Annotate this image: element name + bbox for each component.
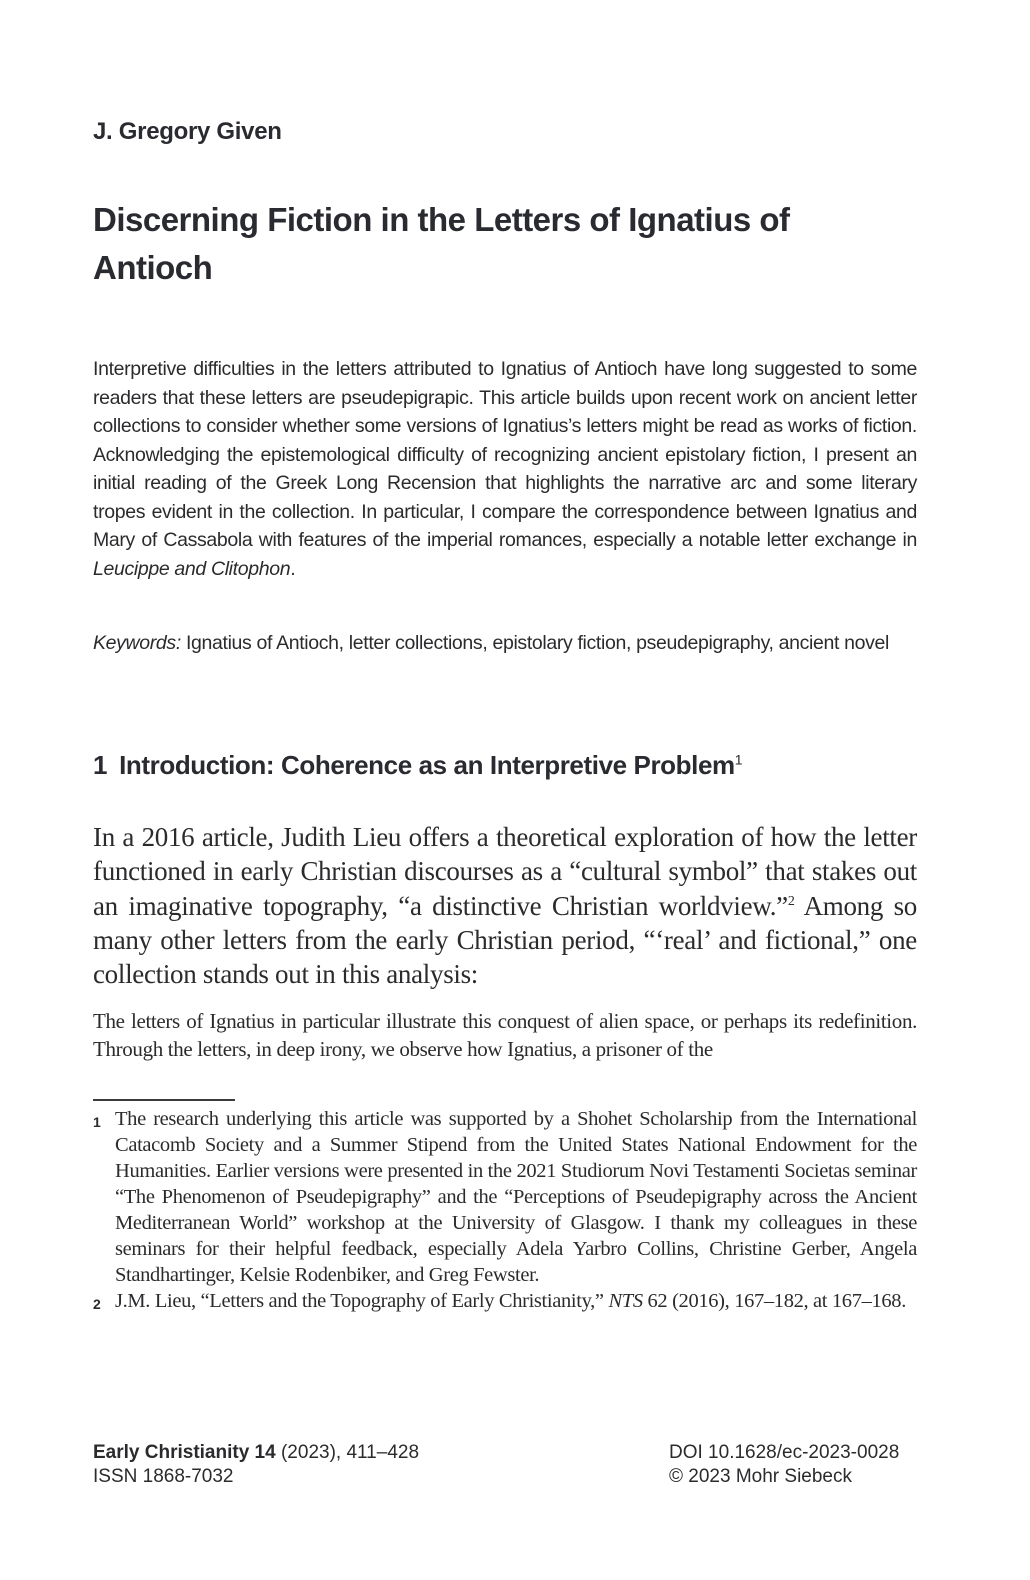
article-title: Discerning Fiction in the Letters of Ignatius of Antioch [93, 201, 790, 286]
footer-journal-info [93, 1441, 419, 1489]
footnote-text-after: 62 (2016), 167–182, at 167–168. [642, 1290, 906, 1312]
footnote-text [115, 1288, 917, 1317]
footnote-text-before: J.M. Lieu, “Letters and the Topography of Early Christianity,” [115, 1290, 609, 1312]
abstract-text: Interpretive difficulties in the letters attributed to Ignatius of Antioch have long suggested to some readers that these letters are pseudepigrapic. This article builds upon recent work on ancient letter collections to consider whether some versions of Ignatius’s letters might be read as works of fiction. Acknowledging the epistemological difficulty of recognizing ancient epistolary fiction, I present an initial reading of the Greek Long Recension that highlights the narrative arc and some literary tropes evident in the collection. In particular, I compare the correspondence between Ignatius and Mary of Cassabola with features of the imperial romances, especially a notable letter exchange in [93, 358, 917, 551]
journal-abbrev: NTS [608, 1290, 643, 1312]
footnote-number: 2 [93, 1296, 101, 1312]
journal-name: Early Christianity 14 [93, 1442, 276, 1463]
issn: ISSN 1868-7032 [93, 1466, 234, 1487]
keywords [93, 629, 917, 658]
keywords-label: Keywords: [93, 632, 181, 654]
copyright: © 2023 Mohr Siebeck [669, 1466, 852, 1487]
section-number: 1 [93, 750, 108, 780]
footnotes [93, 1106, 917, 1317]
journal-issue: (2023), 411–428 [275, 1442, 420, 1463]
footnote-divider [93, 1099, 235, 1101]
body-text-part1: In a 2016 article, Judith Lieu offers a theoretical exploration of how the letter functioned in early Christian discourses as a “cultural symbol” that stakes out an imaginative topography, “a distinctive Christian worldview.” [93, 822, 917, 921]
doi[interactable]: DOI 10.1628/ec-2023-0028 [669, 1442, 900, 1463]
keywords-value: Ignatius of Antioch, letter collections, epistolary fiction, pseudepigraphy, ancient novel [180, 632, 890, 654]
body-text-part2: Among so many other letters from the early Christian period, “‘real’ and fictional,” one collection stands out in this analysis: [93, 890, 918, 990]
abstract-italic-title: Leucippe and Clitophon [93, 557, 291, 580]
footnote-text: The research underlying this article was supported by a Shohet Scholarship from the International Catacomb Society and a Summer Stipend from the United States National Endowment for the Humanities. Earlier versions were presented in the 2021 Studiorum Novi Testamenti Societas seminar “The Phenomenon of Pseudepigraphy” and the “Perceptions of Pseudepigraphy across the Ancient Mediterranean World” workshop at the University of Glasgow. I thank my colleagues in these seminars for their helpful feedback, especially Adela Yarbro Collins, Christine Gerber, Angela Standhartinger, Kelsie Rodenbiker, and Greg Fewster. [115, 1108, 917, 1286]
block-quote: The letters of Ignatius in particular illustrate this conquest of alien space, or perhaps its redefinition. Through the letters, in deep irony, we observe how Ignatius, a prisoner of the [93, 1009, 917, 1061]
abstract [93, 355, 917, 583]
footnote-2 [93, 1288, 917, 1317]
body-paragraph [93, 820, 917, 991]
section-heading [93, 750, 917, 781]
footnote-ref-1[interactable]: 1 [734, 751, 743, 768]
footnote-number: 1 [93, 1114, 101, 1130]
abstract-end: . [290, 557, 296, 580]
author-name: J. Gregory Given [93, 118, 282, 145]
footnote-1 [93, 1106, 917, 1288]
footnote-ref-2[interactable]: 2 [787, 893, 795, 909]
section-title: Introduction: Coherence as an Interpretive Problem [119, 750, 735, 780]
footer-publisher-info [669, 1441, 899, 1489]
